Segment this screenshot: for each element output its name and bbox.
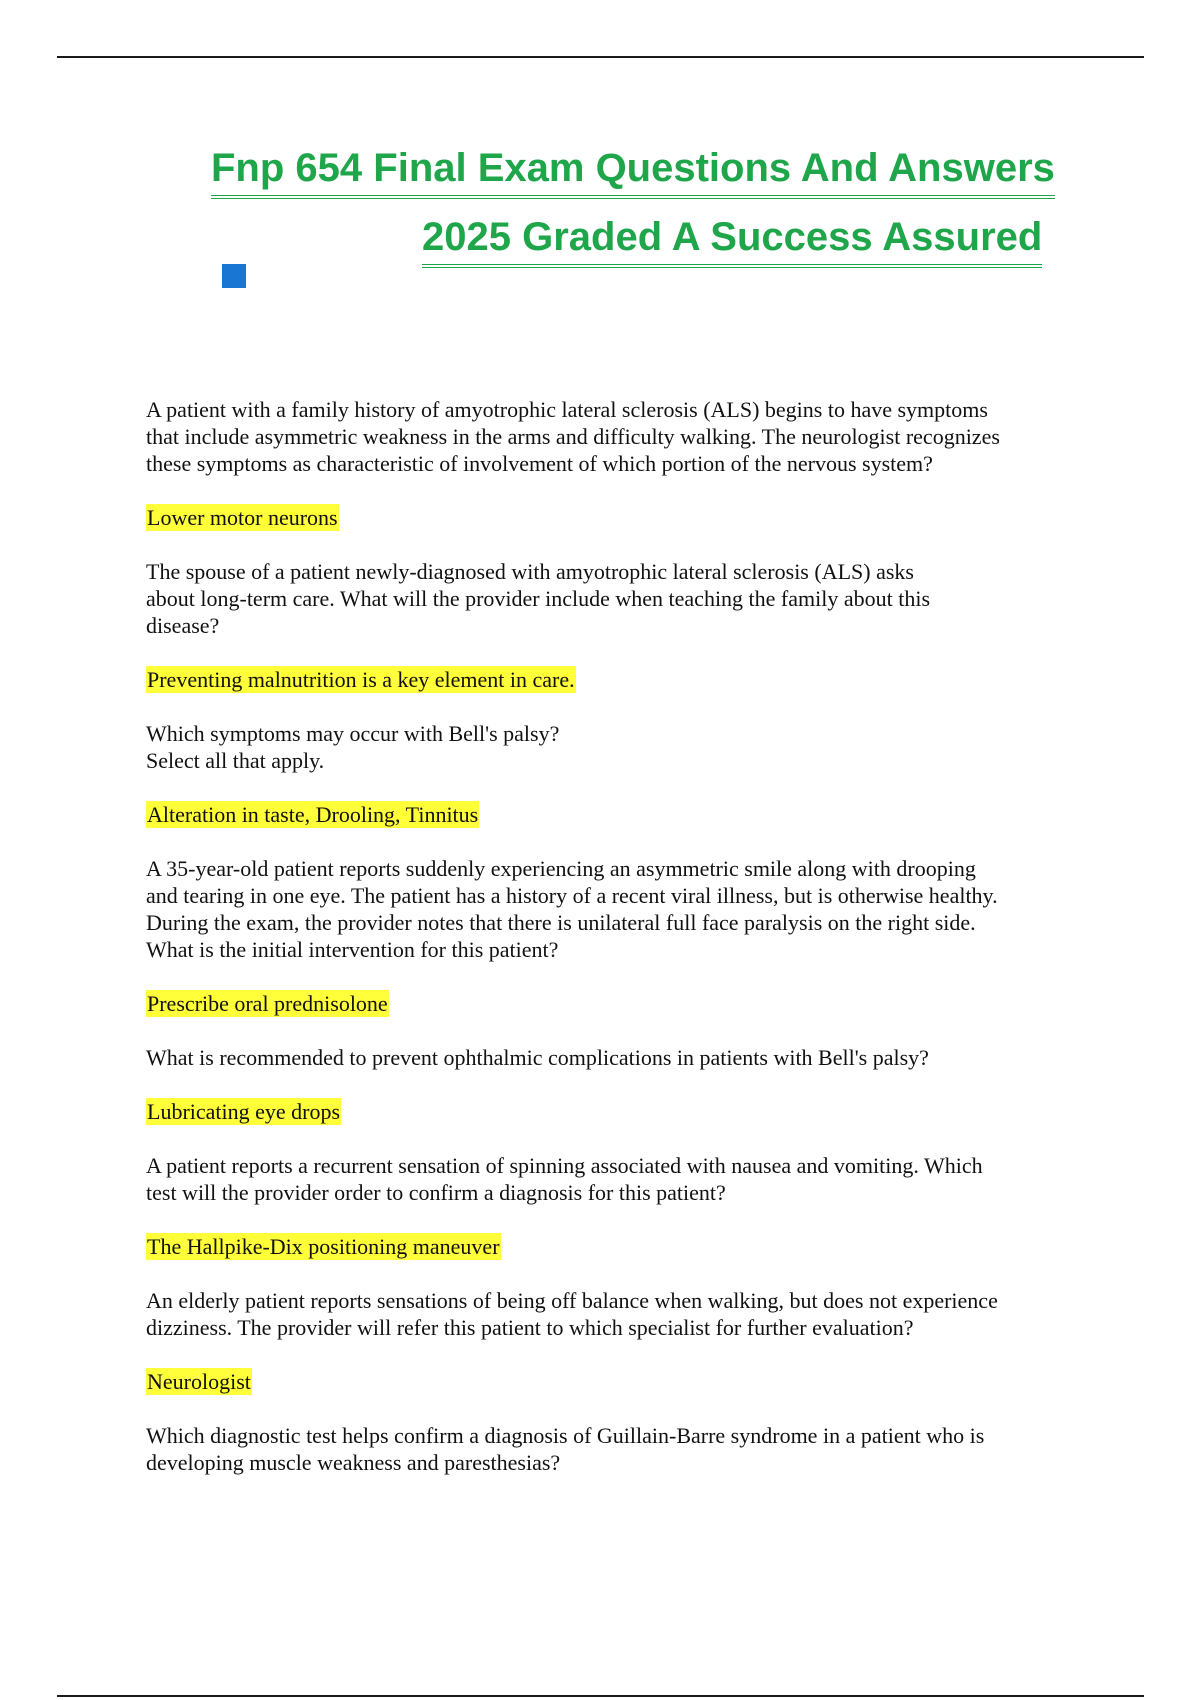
highlighted-answer: Neurologist [147,1369,251,1394]
qa-item [146,396,1086,531]
question-text [146,855,1086,963]
document-title-line-1: Fnp 654 Final Exam Questions And Answers [211,144,1055,199]
question-line: disease? [146,613,220,638]
bottom-rule [57,1695,1144,1697]
qa-item [146,1422,1086,1476]
question-line: During the exam, the provider notes that there is unilateral full face paralysis on the right side. [146,910,976,935]
question-line: Which symptoms may occur with Bell's palsy? [146,721,560,746]
qa-item [146,855,1086,1017]
answer-row [146,1098,1086,1125]
question-line: A patient with a family history of amyotrophic lateral sclerosis (ALS) begins to have symptoms [146,397,988,422]
highlighted-answer: Preventing malnutrition is a key element in care. [147,667,575,692]
highlighted-answer: Lower motor neurons [147,505,338,530]
question-line: dizziness. The provider will refer this patient to which specialist for further evaluation? [146,1315,914,1340]
question-text [146,720,1086,774]
top-rule [57,56,1144,58]
question-line: Which diagnostic test helps confirm a diagnosis of Guillain-Barre syndrome in a patient who is [146,1423,985,1448]
question-line: Select all that apply. [146,748,325,773]
question-line: What is the initial intervention for this patient? [146,937,559,962]
answer-row [146,990,1086,1017]
question-text [146,1287,1086,1341]
highlighted-answer: Lubricating eye drops [147,1099,341,1124]
document-title-line-2: 2025 Graded A Success Assured [422,213,1042,268]
answer-row [146,666,1086,693]
question-text [146,1422,1086,1476]
question-line: that include asymmetric weakness in the arms and difficulty walking. The neurologist recognizes [146,424,1000,449]
highlighted-answer: Alteration in taste, Drooling, Tinnitus [147,802,479,827]
answer-row [146,801,1086,828]
question-line: An elderly patient reports sensations of being off balance when walking, but does not experience [146,1288,998,1313]
qa-item [146,1152,1086,1260]
qa-item [146,1287,1086,1395]
question-line: What is recommended to prevent ophthalmic complications in patients with Bell's palsy? [146,1045,929,1070]
question-line: developing muscle weakness and paresthesias? [146,1450,561,1475]
answer-row [146,1233,1086,1260]
question-line: these symptoms as characteristic of involvement of which portion of the nervous system? [146,451,933,476]
question-text [146,558,1086,639]
question-line: The spouse of a patient newly-diagnosed with amyotrophic lateral sclerosis (ALS) asks [146,559,914,584]
qa-item [146,558,1086,693]
highlighted-answer: The Hallpike-Dix positioning maneuver [147,1234,500,1259]
highlighted-answer: Prescribe oral prednisolone [147,991,388,1016]
answer-row [146,1368,1086,1395]
question-line: A 35-year-old patient reports suddenly experiencing an asymmetric smile along with drooping [146,856,976,881]
qa-list [146,396,1086,1503]
question-line: about long-term care. What will the provider include when teaching the family about this [146,586,931,611]
qa-item [146,720,1086,828]
question-line: and tearing in one eye. The patient has a history of a recent viral illness, but is otherwise healthy. [146,883,998,908]
question-text [146,396,1086,477]
question-text [146,1152,1086,1206]
qa-item [146,1044,1086,1125]
question-line: test will the provider order to confirm a diagnosis for this patient? [146,1180,726,1205]
answer-row [146,504,1086,531]
question-text [146,1044,1086,1071]
question-line: A patient reports a recurrent sensation of spinning associated with nausea and vomiting. Which [146,1153,983,1178]
blue-square-marker [222,264,246,288]
